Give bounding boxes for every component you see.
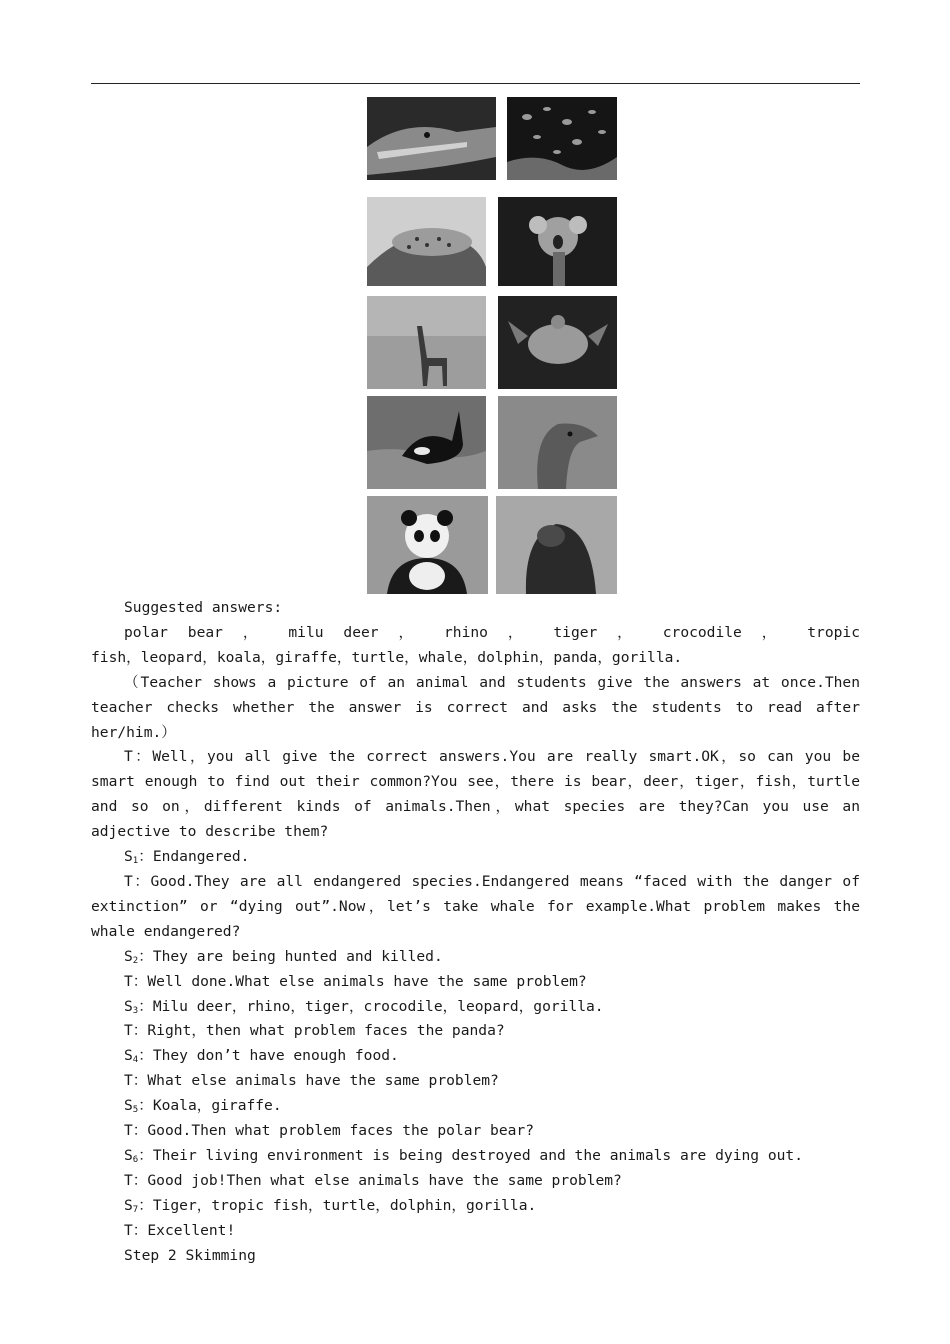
turtle-photo <box>498 296 617 389</box>
dialogue <box>91 745 860 1243</box>
speaker-number: 7 <box>132 1204 139 1215</box>
dialogue-line <box>91 1144 860 1169</box>
dialogue-line <box>91 870 860 945</box>
utterance: ：They don’t have enough food. <box>138 1047 399 1065</box>
dialogue-line <box>91 995 860 1020</box>
utterance: ：What else animals have the same problem? <box>132 1072 499 1090</box>
speaker: T <box>124 872 133 890</box>
utterance: ：Excellent! <box>132 1221 236 1239</box>
suggested-answers-heading: Suggested answers: <box>124 599 283 616</box>
utterance: ：Good.They are all endangered species.Endangered means “faced with the danger of extinction” or “dying out”.Now，let’s take whale for example.What problem makes the whale endangered? <box>91 872 860 940</box>
utterance: ：Tiger，tropic fish，turtle，dolphin，gorilla. <box>138 1196 537 1214</box>
dialogue-line <box>91 1194 860 1219</box>
speaker-number: 2 <box>132 955 139 966</box>
dialogue-line <box>91 1094 860 1119</box>
lesson-text <box>91 596 860 1268</box>
speaker: T <box>124 1072 133 1090</box>
speaker: T <box>124 972 133 990</box>
dialogue-line <box>91 845 860 870</box>
dialogue-line <box>91 1069 860 1094</box>
utterance: ：Well done.What else animals have the same problem? <box>132 972 587 990</box>
utterance: ：They are being hunted and killed. <box>138 947 443 965</box>
speaker-number: 3 <box>132 1005 139 1016</box>
leopard-photo <box>367 197 486 286</box>
utterance: ：Right，then what problem faces the panda? <box>132 1022 505 1040</box>
utterance: ：Endangered. <box>138 848 250 866</box>
crocodile-photo <box>367 97 496 180</box>
teacher-note: （Teacher shows a picture of an animal and students give the answers at once.Then teacher checks whether the answer is correct and asks the students to read after her/him.） <box>91 673 860 741</box>
header-rule <box>91 83 860 84</box>
whale-photo <box>367 396 486 489</box>
speaker: S <box>124 1196 133 1214</box>
utterance: ：Good.Then what problem faces the polar bear? <box>132 1122 534 1140</box>
dialogue-line <box>91 1019 860 1044</box>
utterance: ：Their living environment is being destroyed and the animals are dying out. <box>138 1146 803 1164</box>
speaker-number: 5 <box>132 1105 139 1116</box>
dialogue-line <box>91 1119 860 1144</box>
dialogue-line <box>91 945 860 970</box>
speaker: T <box>124 1022 133 1040</box>
speaker: S <box>124 1146 133 1164</box>
utterance: ：Koala，giraffe. <box>138 1097 282 1115</box>
speaker: S <box>124 848 133 866</box>
dialogue-line <box>91 970 860 995</box>
answers-line-1: polar bear ， milu deer ， rhino ， tiger ， crocodile ， tropic <box>124 623 860 641</box>
step-heading: Step 2 Skimming <box>124 1246 256 1264</box>
speaker: S <box>124 997 133 1015</box>
speaker: T <box>124 1221 133 1239</box>
panda-photo <box>367 496 488 594</box>
speaker: S <box>124 947 133 965</box>
dialogue-line <box>91 1169 860 1194</box>
speaker: T <box>124 1171 133 1189</box>
giraffe-photo <box>367 296 486 389</box>
dialogue-line <box>91 745 860 845</box>
speaker: S <box>124 1047 133 1065</box>
dolphin-photo <box>498 396 617 489</box>
dialogue-line <box>91 1219 860 1244</box>
koala-photo <box>498 197 617 286</box>
utterance: ：Milu deer，rhino，tiger，crocodile，leopard，gorilla. <box>138 997 604 1015</box>
speaker: T <box>124 1122 133 1140</box>
speaker: T <box>124 748 133 766</box>
utterance: ：Well，you all give the correct answers.You are really smart.OK，so can you be smart enough to find out their common?You see，there is bear，deer，tiger，fish，turtle and so on，different kinds of animals.Then，what species are they?Can you use an adjective to describe them? <box>91 748 860 841</box>
gorilla-photo <box>496 496 617 594</box>
utterance: ：Good job!Then what else animals have the same problem? <box>132 1171 622 1189</box>
tropic-fish-photo <box>507 97 617 180</box>
dialogue-line <box>91 1044 860 1069</box>
speaker-number: 6 <box>132 1154 139 1165</box>
speaker-number: 4 <box>132 1055 139 1066</box>
speaker-number: 1 <box>132 856 139 867</box>
answers-line-2: fish，leopard，koala，giraffe，turtle，whale，dolphin，panda，gorilla. <box>91 648 683 666</box>
speaker: S <box>124 1097 133 1115</box>
